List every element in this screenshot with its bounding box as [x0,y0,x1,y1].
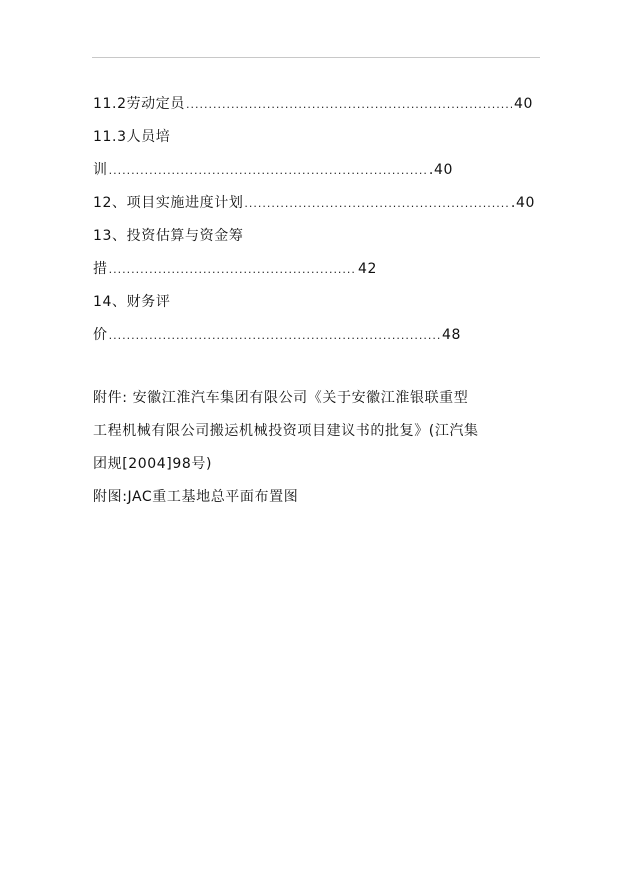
toc-entry-text: 11.3人员培 [93,129,171,145]
toc-entry-text: 价 [93,327,108,343]
toc-entry-text: 12、项目实施进度计划 [93,195,244,211]
toc-leader-dots [109,326,440,346]
toc-page-number: .40 [428,162,453,178]
toc-page-number: 48 [441,327,461,343]
toc-entry-text: 13、投资估算与资金筹 [93,228,244,244]
toc-leader-dots [109,260,356,280]
attachment-line-1: 附件: 安徽江淮汽车集团有限公司《关于安徽江淮银联重型 [93,390,469,406]
toc-page-number: 42 [357,261,377,277]
toc-entry-text: 11.2劳动定员 [93,96,185,112]
toc-entry-12[interactable] [93,193,535,213]
toc-entry-text: 措 [93,261,108,277]
toc-page-number: 40 [513,96,533,112]
toc-entry-13-cont[interactable] [93,259,377,279]
toc-entry-14[interactable] [93,292,170,312]
toc-entry-11-2[interactable] [93,94,533,114]
figure-label: 附图:JAC重工基地总平面布置图 [93,489,299,505]
toc-entry-13[interactable] [93,226,243,246]
toc-entry-11-3-cont[interactable] [93,160,453,180]
toc-entry-text: 训 [93,162,108,178]
toc-leader-dots [109,161,427,181]
toc-entry-text: 14、财务评 [93,294,171,310]
attachment-line-2: 工程机械有限公司搬运机械投资项目建议书的批复》(江汽集 [93,423,479,439]
toc-leader-dots [244,194,509,214]
toc-entry-14-cont[interactable] [93,325,461,345]
attachment-line-3: 团规[2004]98号) [93,456,213,472]
toc-page-number: .40 [510,195,535,211]
toc-entry-11-3[interactable] [93,127,170,147]
toc-leader-dots [186,95,512,115]
header-rule [92,57,540,58]
